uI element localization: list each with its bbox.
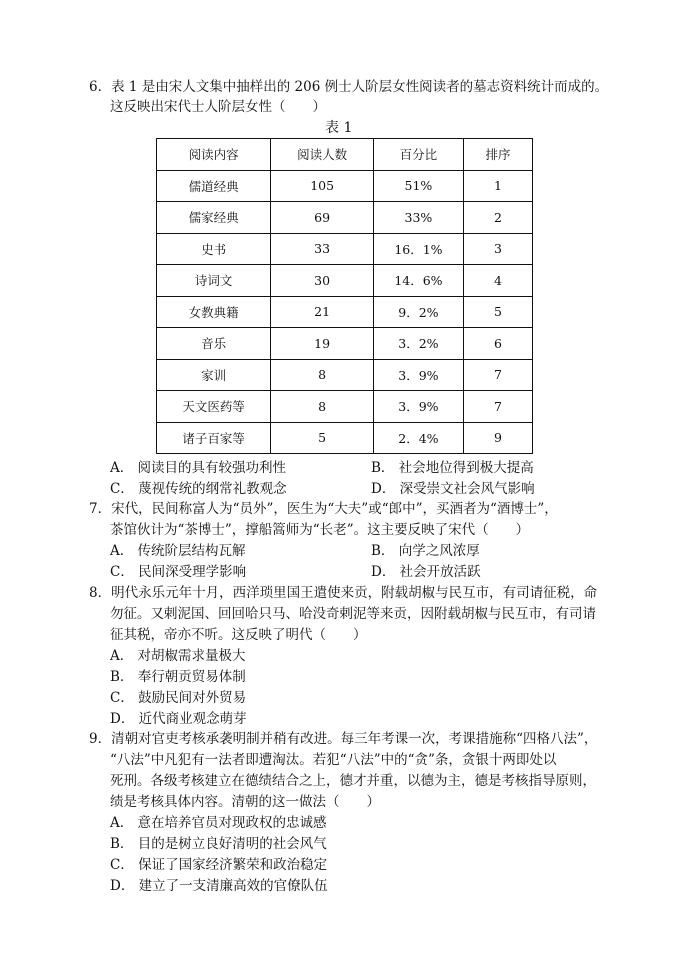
- q8-option-a: A． 对胡椒需求量极大: [110, 648, 246, 664]
- table-cell: 5: [463, 296, 532, 328]
- q6-stem-line-1: 6．表 1 是由宋人文集中抽样出的 206 例士人阶层女性阅读者的墓志资料统计而成的。: [89, 79, 609, 95]
- table-cell: 3．9%: [373, 391, 463, 423]
- q6-option-b: B． 社会地位得到极大提高: [371, 460, 534, 476]
- table-row: [157, 422, 533, 454]
- table-cell: 2．4%: [373, 422, 463, 454]
- table-header-cell: 百分比: [373, 139, 463, 171]
- q8-option-c: C． 鼓励民间对外贸易: [110, 690, 247, 706]
- table-header-row: [157, 139, 533, 171]
- q6-option-d: D． 深受崇文社会风气影响: [371, 481, 535, 497]
- q6-option-c: C． 蔑视传统的纲常礼教观念: [110, 481, 287, 497]
- q8-stem-line-1: 8．明代永乐元年十月，西洋琐里国王遣使来贡，附载胡椒与民互市，有司请征税，命: [89, 585, 598, 601]
- q7-stem-line-1: 7．宋代，民间称富人为“员外”，医生为“大夫”或“郎中”，买酒者为“酒博士”，: [89, 501, 558, 517]
- table-cell: 3．2%: [373, 328, 463, 360]
- table-row: [157, 359, 533, 391]
- table-cell: 家训: [157, 359, 271, 391]
- q9-option-b: B． 目的是树立良好清明的社会风气: [110, 836, 327, 852]
- table-cell: 14．6%: [373, 265, 463, 297]
- q9-stem-line-3: 死刑。各级考核建立在德绩结合之上，德才并重，以德为主，德是考核指导原则，: [110, 773, 596, 789]
- q9-option-c: C． 保证了国家经济繁荣和政治稳定: [110, 857, 328, 873]
- table-cell: 33%: [373, 202, 463, 234]
- table-cell: 天文医药等: [157, 391, 271, 423]
- q9-stem-line-1: 9．清朝对官吏考核承袭明制并稍有改进。每三年考课一次，考课措施称“四格八法”，: [89, 731, 598, 747]
- table-cell: 女教典籍: [157, 296, 271, 328]
- table-header-cell: 阅读人数: [271, 139, 374, 171]
- table-cell: 8: [271, 391, 374, 423]
- table-cell: 3: [463, 233, 532, 265]
- q7-stem-line-2: 茶馆伙计为“茶博士”，撑船篙师为“长老”。这主要反映了宋代（ ）: [110, 522, 530, 538]
- table-cell: 史书: [157, 233, 271, 265]
- table-cell: 诗词文: [157, 265, 271, 297]
- table-row: [157, 233, 533, 265]
- table-cell: 19: [271, 328, 374, 360]
- table-cell: 儒家经典: [157, 202, 271, 234]
- q9-stem-line-2: “八法”中凡犯有一法者即遭淘汰。若犯“八法”中的“贪”条，贪银十两即处以: [110, 752, 557, 768]
- table-cell: 儒道经典: [157, 170, 271, 202]
- q6-stem-line-2: 这反映出宋代士人阶层女性（ ）: [110, 99, 326, 115]
- q8-stem-line-3: 征其税，帝亦不听。这反映了明代（ ）: [110, 627, 367, 643]
- table-cell: 8: [271, 359, 374, 391]
- table-cell: 7: [463, 391, 532, 423]
- q9-option-d: D． 建立了一支清廉高效的官僚队伍: [110, 878, 328, 894]
- table-cell: 6: [463, 328, 532, 360]
- q8-option-b: B． 奉行朝贡贸易体制: [110, 669, 246, 685]
- table-cell: 4: [463, 265, 532, 297]
- table-cell: 7: [463, 359, 532, 391]
- table-row: [157, 296, 533, 328]
- q8-stem-line-2: 勿征。又剌泥国、回回哈只马、哈没奇剌泥等来贡，因附载胡椒与民互市，有司请: [110, 606, 596, 622]
- table-header-cell: 排序: [463, 139, 532, 171]
- table-cell: 16．1%: [373, 233, 463, 265]
- q9-option-a: A． 意在培养官员对现政权的忠诚感: [110, 815, 327, 831]
- q8-option-d: D． 近代商业观念萌芽: [110, 711, 247, 727]
- table-cell: 5: [271, 422, 374, 454]
- table-cell: 音乐: [157, 328, 271, 360]
- table-cell: 30: [271, 265, 374, 297]
- q7-option-b: B． 向学之风浓厚: [371, 543, 480, 559]
- table-cell: 9．2%: [373, 296, 463, 328]
- table-cell: 69: [271, 202, 374, 234]
- q6-option-a: A． 阅读目的具有较强功利性: [110, 460, 287, 476]
- q7-option-d: D． 社会开放活跃: [371, 564, 481, 580]
- reading-statistics-table: [156, 138, 533, 454]
- q9-stem-line-4: 绩是考核具体内容。清朝的这一做法（ ）: [110, 794, 380, 810]
- table-cell: 3．9%: [373, 359, 463, 391]
- table-cell: 105: [271, 170, 374, 202]
- table-row: [157, 170, 533, 202]
- table-cell: 21: [271, 296, 374, 328]
- q7-option-a: A． 传统阶层结构瓦解: [110, 543, 246, 559]
- q7-option-c: C． 民间深受理学影响: [110, 564, 247, 580]
- table-cell: 9: [463, 422, 532, 454]
- table-cell: 51%: [373, 170, 463, 202]
- table-cell: 2: [463, 202, 532, 234]
- table-row: [157, 391, 533, 423]
- table-cell: 诸子百家等: [157, 422, 271, 454]
- table-row: [157, 265, 533, 297]
- table-row: [157, 202, 533, 234]
- table-header-cell: 阅读内容: [157, 139, 271, 171]
- table-cell: 1: [463, 170, 532, 202]
- table-row: [157, 328, 533, 360]
- table-cell: 33: [271, 233, 374, 265]
- table-caption: 表 1: [325, 120, 353, 136]
